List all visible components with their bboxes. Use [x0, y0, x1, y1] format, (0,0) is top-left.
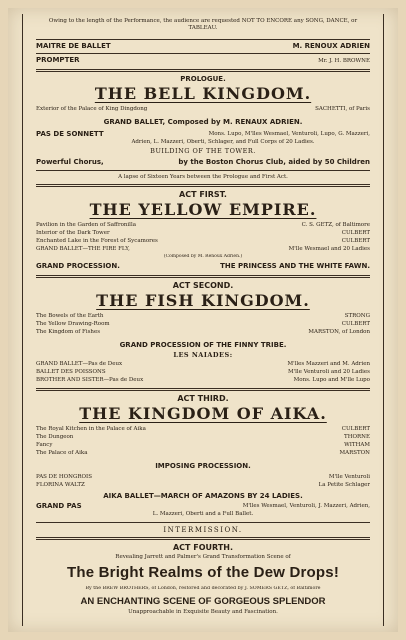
act1-line: [36, 230, 370, 237]
line-text: The Palace of Aika: [36, 450, 88, 456]
act3-procession: IMPOSING PROCESSION.: [155, 462, 251, 470]
divider: [36, 39, 370, 40]
act3-line: [36, 442, 370, 449]
line-text: Enchanted Lake in the Forest of Sycamores: [36, 238, 158, 244]
prompter-line: [36, 57, 370, 65]
maitre-line: [36, 42, 370, 50]
divider: [36, 53, 370, 54]
act1-line: [36, 238, 370, 245]
maitre-name: M. RENOUX ADRIEN: [292, 42, 370, 50]
line-text: Fancy: [36, 442, 53, 448]
act1-line: [36, 222, 370, 229]
act4-unapproachable: Unapproachable in Exquisite Beauty and Fascination.: [128, 609, 278, 615]
prompter-name: Mr. J. H. BROWNE: [318, 58, 370, 64]
line-credit: MARSTON, of London: [308, 329, 370, 335]
dance-credit: M'lles Mazzeri and M. Adrien: [287, 361, 370, 367]
maitre-label: MAITRE DE BALLET: [36, 42, 111, 50]
prologue-ballet: GRAND BALLET, Composed by M. RENAUX ADRIEN.: [103, 118, 303, 126]
act2-line: [36, 321, 370, 328]
grand-pas-cast-2: L. Mazzeri, Oberti and a Full Ballet.: [152, 511, 254, 517]
act4-title: The Bright Realms of the Dew Drops!: [66, 564, 340, 581]
line-credit: WITHAM: [344, 442, 370, 448]
prompter-label: PROMPTER: [36, 57, 80, 64]
lapse-note: A lapse of Sixteen Years between the Prologue and First Act.: [118, 174, 288, 180]
intermission: INTERMISSION.: [163, 526, 243, 534]
intro-notice: Owing to the length of the Performance, the audience are requested NOT TO ENCORE any SONG, DANCE, or TABLEAU.: [48, 18, 358, 31]
grand-pas-label: GRAND PAS: [36, 503, 82, 510]
act2-heading: ACT SECOND.: [172, 281, 234, 290]
dance-text: FLORINA WALTZ: [36, 482, 85, 488]
act2-line: [36, 329, 370, 336]
chorus-label: Powerful Chorus,: [36, 158, 104, 166]
dance-credit: La Petite Schlager: [318, 482, 370, 488]
grand-pas-line: [36, 503, 370, 511]
act2-dance: [36, 361, 370, 368]
line-credit: CULBERT: [341, 238, 370, 244]
act2-line: [36, 313, 370, 320]
divider: [36, 170, 370, 171]
act4-by: By the BREW BROTHERS, of London, restored and decorated by J. SOMERS GETZ, of Baltimore: [85, 586, 321, 591]
line-text: The Dungeon: [36, 434, 74, 440]
line-text: Interior of the Dark Tower: [36, 230, 110, 236]
prologue-title: THE BELL KINGDOM.: [94, 84, 312, 103]
act4-revealing: Revealing Jarrett and Palmer's Grand Transformation Scene of: [115, 554, 291, 560]
pas-de-sonnett: [36, 131, 370, 139]
dance-credit: Mons. Lupo and M'lle Lupo: [293, 377, 370, 383]
princess-text: THE PRINCESS AND THE WHITE FAWN.: [220, 262, 370, 270]
act2-procession: GRAND PROCESSION OF THE FINNY TRIBE.: [119, 341, 287, 349]
dance-credit: M'lle Venturoli and 20 Ladies: [287, 369, 370, 375]
act1-procession-line: [36, 262, 370, 270]
act1-heading: ACT FIRST.: [179, 190, 227, 199]
building-tower: BUILDING OF THE TOWER.: [150, 147, 256, 155]
prologue-heading: PROLOGUE.: [180, 75, 226, 83]
act2-title: THE FISH KINGDOM.: [96, 291, 310, 310]
dance-text: PAS DE HONGROIS: [36, 474, 92, 480]
playbill-page: [8, 8, 398, 632]
act3-title: THE KINGDOM OF AIKA.: [79, 404, 327, 423]
line-credit: THORNE: [344, 434, 370, 440]
line-text: The Kingdom of Fishes: [36, 329, 101, 335]
double-divider: [36, 537, 370, 540]
procession-text: GRAND PROCESSION.: [36, 262, 120, 270]
act1-title: THE YELLOW EMPIRE.: [89, 200, 317, 219]
prologue-scene: [36, 106, 370, 113]
aika-ballet: AIKA BALLET—MARCH OF AMAZONS BY 24 LADIES.: [103, 492, 303, 500]
line-credit: CULBERT: [341, 321, 370, 327]
dance-text: GRAND BALLET—Pas de Deux: [36, 361, 123, 367]
act2-dance: [36, 369, 370, 376]
act3-dance: [36, 474, 370, 481]
pas-line1: Mons. Lupo, M'lles Wesmael, Venturoli, Lupo, G. Mazzeri,: [208, 131, 370, 137]
act3-heading: ACT THIRD.: [177, 394, 229, 403]
dance-text: BALLET DES POISSONS: [36, 369, 106, 375]
line-text: Pavilion in the Garden of Saffronilla: [36, 222, 136, 228]
act3-line: [36, 426, 370, 433]
line-credit: M'lle Wesmael and 20 Ladies: [288, 246, 370, 252]
act1-line: [36, 246, 370, 253]
act3-dance: [36, 482, 370, 489]
double-divider: [36, 69, 370, 72]
chorus-text: by the Boston Chorus Club, aided by 50 Children: [178, 158, 370, 166]
line-credit: CULBERT: [341, 230, 370, 236]
line-credit: STRONG: [344, 313, 370, 319]
double-divider: [36, 388, 370, 391]
line-credit: C. S. GETZ, of Baltimore: [301, 222, 370, 228]
double-divider: [36, 184, 370, 187]
act3-line: [36, 434, 370, 441]
act4-heading: ACT FOURTH.: [172, 543, 234, 552]
pas-label: PAS DE SONNETT: [36, 131, 104, 138]
line-text: The Bowels of the Earth: [36, 313, 104, 319]
act4-enchanting: AN ENCHANTING SCENE OF GORGEOUS SPLENDOR: [80, 596, 326, 607]
act3-line: [36, 450, 370, 457]
act1-composed: (Composed by M. Renoux Adrien.): [163, 254, 243, 259]
scene-credit: SACHETTI, of Paris: [315, 106, 370, 112]
double-divider: [36, 275, 370, 278]
line-text: The Yellow Drawing-Room: [36, 321, 110, 327]
dance-text: BROTHER AND SISTER—Pas de Deux: [36, 377, 144, 383]
grand-pas-cast-1: M'lles Wesmael, Venturoli, J. Mazzeri, Adrien,: [242, 503, 370, 509]
line-credit: CULBERT: [341, 426, 370, 432]
act2-dance: [36, 377, 370, 384]
scene-text: Exterior of the Palace of King Dingdong: [36, 106, 148, 112]
naiades-heading: LES NAIADES:: [173, 351, 233, 359]
dance-credit: M'lle Venturoli: [328, 474, 370, 480]
chorus-line: [36, 158, 370, 166]
line-credit: MARSTON: [339, 450, 370, 456]
pas-line2: Adrien, L. Mazzeri, Oberti, Schlager, and Full Corps of 20 Ladies.: [131, 139, 315, 145]
line-text: GRAND BALLET—THE FIRE FLY,: [36, 246, 130, 252]
line-text: The Royal Kitchen in the Palace of Aika: [36, 426, 146, 432]
divider: [36, 522, 370, 523]
